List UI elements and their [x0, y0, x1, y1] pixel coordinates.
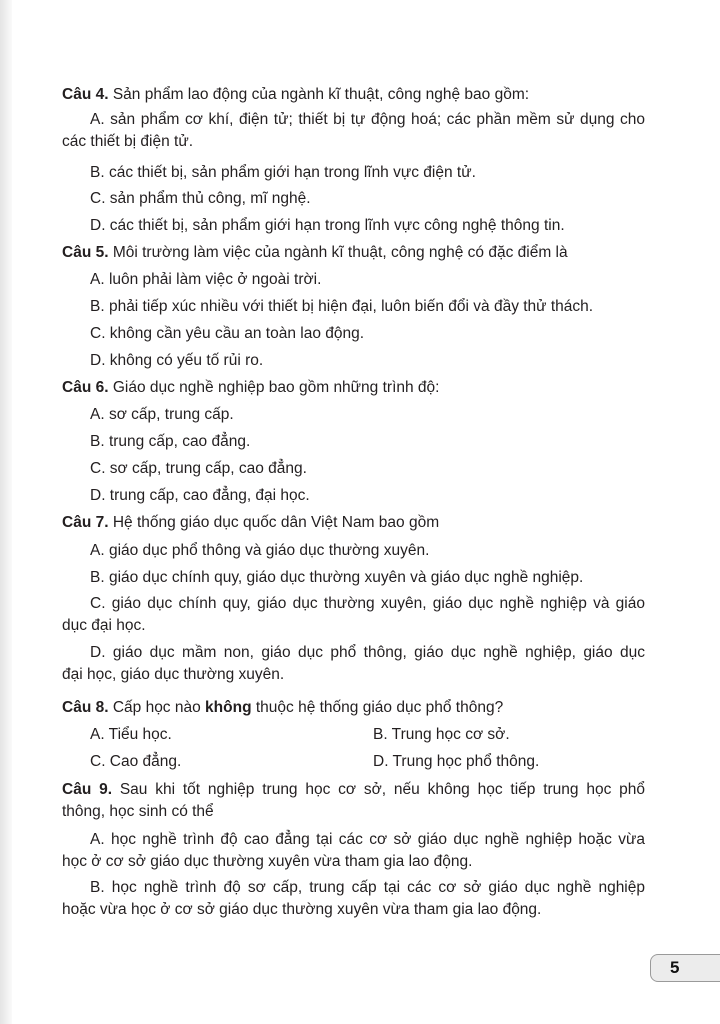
q7-option-d: D. giáo dục mầm non, giáo dục phổ thông, giáo dục nghề nghiệp, giáo dục: [90, 644, 645, 661]
q6-option-c: C. sơ cấp, trung cấp, cao đẳng.: [90, 460, 307, 477]
page-number-tab: [650, 954, 720, 982]
page-number: 5: [670, 958, 680, 977]
q4-option-b: B. các thiết bị, sản phẩm giới hạn trong lĩnh vực điện tử.: [90, 164, 476, 181]
page-edge-shadow: [0, 0, 12, 1024]
q4-option-a: A. sản phẩm cơ khí, điện tử; thiết bị tự động hoá; các phần mềm sử dụng cho: [90, 111, 645, 128]
q8-option-d: D. Trung học phổ thông.: [373, 753, 540, 770]
q8-option-a: A. Tiểu học.: [90, 726, 172, 743]
question-5-stem: Câu 5. Môi trường làm việc của ngành kĩ thuật, công nghệ có đặc điểm là: [62, 244, 568, 261]
q4-option-a-cont: các thiết bị điện tử.: [62, 133, 194, 150]
q7-option-a: A. giáo dục phổ thông và giáo dục thường xuyên.: [90, 542, 430, 559]
q5-option-a: A. luôn phải làm việc ở ngoài trời.: [90, 271, 322, 288]
q6-option-a: A. sơ cấp, trung cấp.: [90, 406, 234, 423]
q7-option-b: B. giáo dục chính quy, giáo dục thường xuyên và giáo dục nghề nghiệp.: [90, 569, 584, 586]
q9-option-a-cont: học ở cơ sở giáo dục thường xuyên vừa tham gia lao động.: [62, 853, 473, 870]
question-9-stem-cont: thông, học sinh có thể: [62, 803, 214, 820]
q9-option-a: A. học nghề trình độ cao đẳng tại các cơ sở giáo dục nghề nghiệp hoặc vừa: [90, 831, 645, 848]
question-8-stem: Câu 8. Cấp học nào không thuộc hệ thống giáo dục phổ thông?: [62, 699, 504, 716]
q7-option-d-cont: đại học, giáo dục thường xuyên.: [62, 666, 285, 683]
q8-option-b: B. Trung học cơ sở.: [373, 726, 510, 743]
q5-option-d: D. không có yếu tố rủi ro.: [90, 352, 264, 369]
q5-option-c: C. không cần yêu cầu an toàn lao động.: [90, 325, 365, 342]
q7-option-c-cont: dục đại học.: [62, 617, 146, 634]
q4-option-c: C. sản phẩm thủ công, mĩ nghệ.: [90, 190, 311, 207]
q6-option-b: B. trung cấp, cao đẳng.: [90, 433, 251, 450]
q5-option-b: B. phải tiếp xúc nhiều với thiết bị hiện đại, luôn biến đổi và đầy thử thách.: [90, 298, 594, 315]
question-4-stem: Câu 4. Sản phẩm lao động của ngành kĩ thuật, công nghệ bao gồm:: [62, 86, 530, 103]
question-9-stem: Câu 9. Sau khi tốt nghiệp trung học cơ sở, nếu không học tiếp trung học phổ: [62, 781, 645, 798]
q8-option-c: C. Cao đẳng.: [90, 753, 182, 770]
q9-option-b-cont: hoặc vừa học ở cơ sở giáo dục thường xuyên vừa tham gia lao động.: [62, 901, 542, 918]
question-7-stem: Câu 7. Hệ thống giáo dục quốc dân Việt Nam bao gồm: [62, 514, 440, 531]
q9-option-b: B. học nghề trình độ sơ cấp, trung cấp tại các cơ sở giáo dục nghề nghiệp: [90, 879, 645, 896]
q4-option-d: D. các thiết bị, sản phẩm giới hạn trong lĩnh vực công nghệ thông tin.: [90, 217, 565, 234]
question-6-stem: Câu 6. Giáo dục nghề nghiệp bao gồm những trình độ:: [62, 379, 440, 396]
q6-option-d: D. trung cấp, cao đẳng, đại học.: [90, 487, 310, 504]
q7-option-c: C. giáo dục chính quy, giáo dục thường xuyên, giáo dục nghề nghiệp và giáo: [90, 595, 645, 612]
